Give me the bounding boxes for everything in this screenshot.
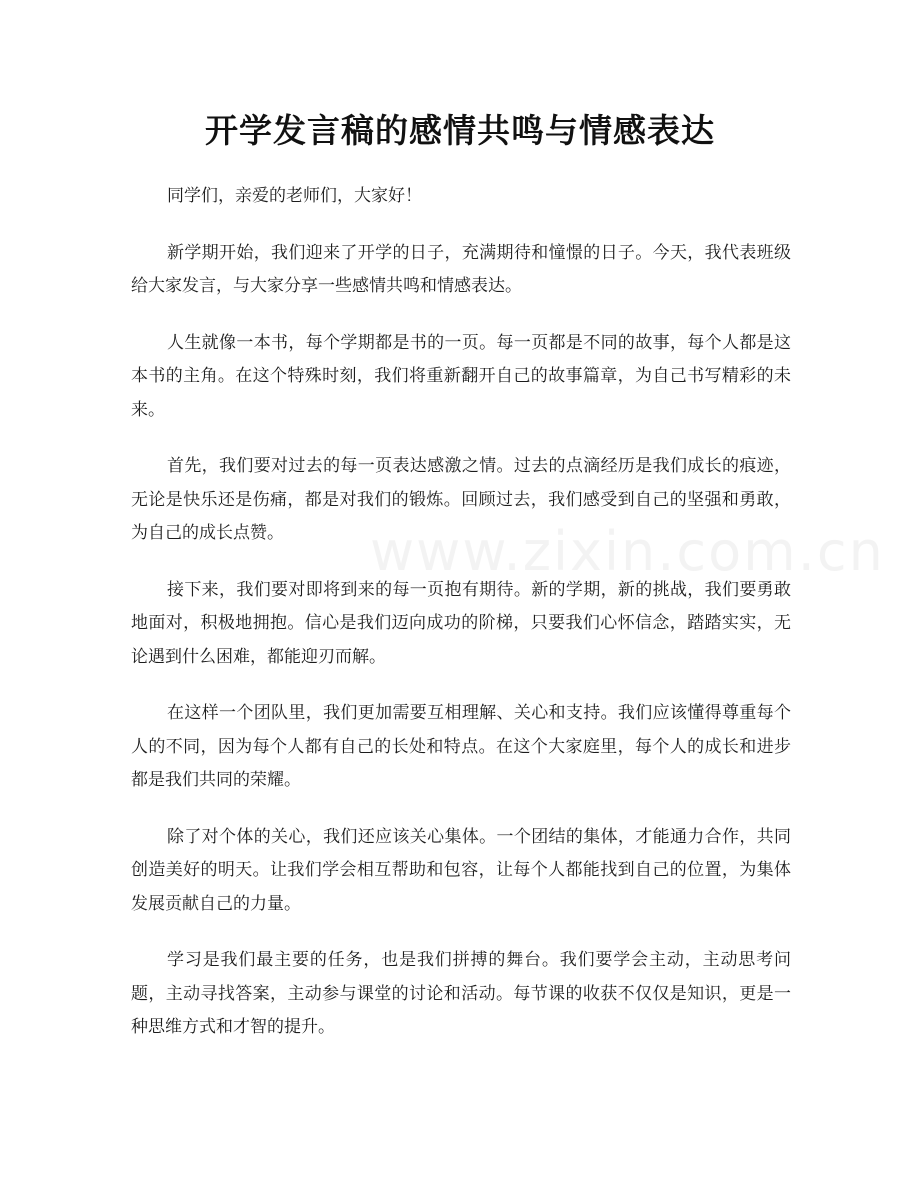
document-body xyxy=(131,180,791,1068)
paragraph-collective: 除了对个体的关心，我们还应该关心集体。一个团结的集体，才能通力合作，共同创造美好的明天。让我们学会相互帮助和包容，让每个人都能找到自己的位置，为集体发展贡献自己的力量。 xyxy=(131,826,791,914)
paragraph-team: 在这样一个团队里，我们更加需要互相理解、关心和支持。我们应该懂得尊重每个人的不同，因为每个人都有自己的长处和特点。在这个大家庭里，每个人的成长和进步都是我们共同的荣耀。 xyxy=(131,703,791,790)
paragraph-greeting: 同学们，亲爱的老师们，大家好！ xyxy=(167,186,422,206)
watermark: www.zixin.com.cn xyxy=(370,520,885,583)
paragraph-study: 学习是我们最主要的任务，也是我们拼搏的舞台。我们要学会主动，主动思考问题，主动寻找答案，主动参与课堂的讨论和活动。每节课的收获不仅仅是知识，更是一种思维方式和才智的提升。 xyxy=(131,950,791,1037)
paragraph-expectation: 接下来，我们要对即将到来的每一页抱有期待。新的学期，新的挑战，我们要勇敢地面对，积极地拥抱。信心是我们迈向成功的阶梯，只要我们心怀信念，踏踏实实，无论遇到什么困难，都能迎刃而解。 xyxy=(131,579,791,667)
document-title: 开学发言稿的感情共鸣与情感表达 xyxy=(205,111,715,150)
paragraph-intro: 新学期开始，我们迎来了开学的日子，充满期待和憧憬的日子。今天，我代表班级给大家发言，与大家分享一些感情共鸣和情感表达。 xyxy=(131,242,791,296)
paragraph-gratitude: 首先，我们要对过去的每一页表达感激之情。过去的点滴经历是我们成长的痕迹，无论是快乐还是伤痛，都是对我们的锻炼。回顾过去，我们感受到自己的坚强和勇敢，为自己的成长点赞。 xyxy=(131,456,791,543)
paragraph-book-metaphor: 人生就像一本书，每个学期都是书的一页。每一页都是不同的故事，每个人都是这本书的主角。在这个特殊时刻，我们将重新翻开自己的故事篇章，为自己书写精彩的未来。 xyxy=(131,332,791,420)
